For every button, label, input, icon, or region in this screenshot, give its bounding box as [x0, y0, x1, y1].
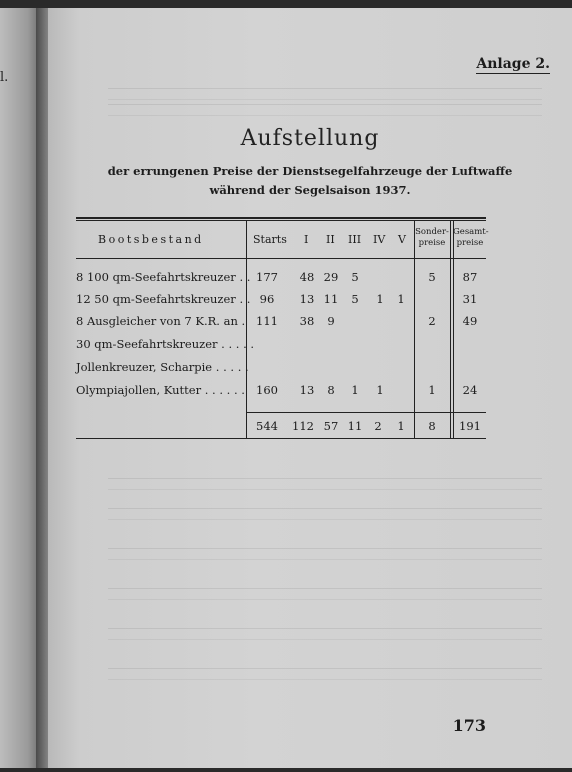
bleed-through-line	[108, 588, 542, 600]
column-divider	[450, 220, 451, 438]
total-V: 1	[397, 419, 405, 433]
header-gesamtpreise	[453, 227, 487, 249]
appendix-label: Anlage 2.	[476, 56, 550, 72]
total-III: 11	[347, 419, 363, 433]
bleed-through-line	[108, 88, 542, 100]
book-page	[48, 8, 572, 768]
cell-III: 1	[351, 383, 359, 397]
header-III: III	[348, 233, 362, 246]
total-IV: 2	[374, 419, 382, 433]
cell-gesamt: 24	[462, 383, 478, 397]
cell-sonder: 2	[428, 314, 436, 328]
margin-mark: l.	[0, 70, 9, 85]
column-divider	[453, 220, 454, 438]
cell-gesamt: 31	[462, 292, 478, 306]
table-top-rule-thin	[76, 220, 486, 221]
cell-starts: 160	[256, 383, 278, 397]
table-top-rule	[76, 217, 486, 219]
row-label: 8 Ausgleicher von 7 K.R. an .	[76, 314, 246, 328]
header-bottom-rule	[76, 258, 486, 259]
header-I: I	[304, 233, 309, 246]
cell-II: 29	[323, 270, 339, 284]
previous-page-edge	[0, 8, 40, 768]
cell-gesamt: 87	[462, 270, 478, 284]
cell-IV: 1	[376, 292, 384, 306]
cell-starts: 111	[256, 314, 278, 328]
row-label: 12 50 qm-Seefahrtskreuzer . .	[76, 292, 251, 306]
cell-I: 13	[299, 383, 315, 397]
total-I: 112	[292, 419, 314, 433]
page-title: Aufstellung	[240, 126, 380, 151]
bleed-through-line	[108, 508, 542, 520]
cell-II: 8	[327, 383, 335, 397]
header-bootsbestand: Bootsbestand	[98, 233, 204, 246]
total-gesamt: 191	[459, 419, 481, 433]
row-label: Jollenkreuzer, Scharpie . . . . .	[76, 360, 249, 374]
total-starts: 544	[256, 419, 278, 433]
cell-gesamt: 49	[462, 314, 478, 328]
cell-sonder: 5	[428, 270, 436, 284]
bleed-through-line	[108, 548, 542, 560]
header-starts: Starts	[253, 233, 287, 246]
header-V: V	[398, 233, 406, 246]
header-gesamtpreise-line-2: preise	[456, 238, 484, 248]
cell-starts: 96	[259, 292, 275, 306]
header-sonderpreise-line-2: preise	[418, 238, 446, 248]
cell-I: 13	[299, 292, 315, 306]
row-label: 30 qm-Seefahrtskreuzer . . . . .	[76, 337, 255, 351]
page-number: 173	[452, 716, 486, 735]
bleed-through-line	[108, 478, 542, 490]
table-bottom-rule	[76, 438, 486, 439]
column-divider	[246, 220, 247, 438]
header-II: II	[326, 233, 335, 246]
cell-I: 48	[299, 270, 315, 284]
cell-sonder: 1	[428, 383, 436, 397]
bleed-through-line	[108, 668, 542, 680]
cell-III: 5	[351, 270, 359, 284]
bleed-through-line	[108, 104, 542, 116]
header-gesamtpreise-line-1: Gesamt-	[453, 227, 489, 237]
cell-starts: 177	[256, 270, 278, 284]
total-II: 57	[323, 419, 339, 433]
header-sonderpreise-line-1: Sonder-	[415, 227, 449, 237]
subtitle-line-2: während der Segelsaison 1937.	[209, 183, 411, 197]
cell-I: 38	[299, 314, 315, 328]
total-sonder: 8	[428, 419, 436, 433]
subtitle-line-1: der errungenen Preise der Dienstsegelfahrzeuge der Luftwaffe	[107, 164, 513, 178]
cell-II: 11	[323, 292, 339, 306]
cell-V: 1	[397, 292, 405, 306]
cell-II: 9	[327, 314, 335, 328]
row-label: Olympiajollen, Kutter . . . . . .	[76, 383, 245, 397]
row-label: 8 100 qm-Seefahrtskreuzer . .	[76, 270, 251, 284]
cell-IV: 1	[376, 383, 384, 397]
header-IV: IV	[373, 233, 386, 246]
column-divider	[414, 220, 415, 438]
cell-III: 5	[351, 292, 359, 306]
header-sonderpreise	[414, 227, 450, 249]
bleed-through-line	[108, 628, 542, 640]
